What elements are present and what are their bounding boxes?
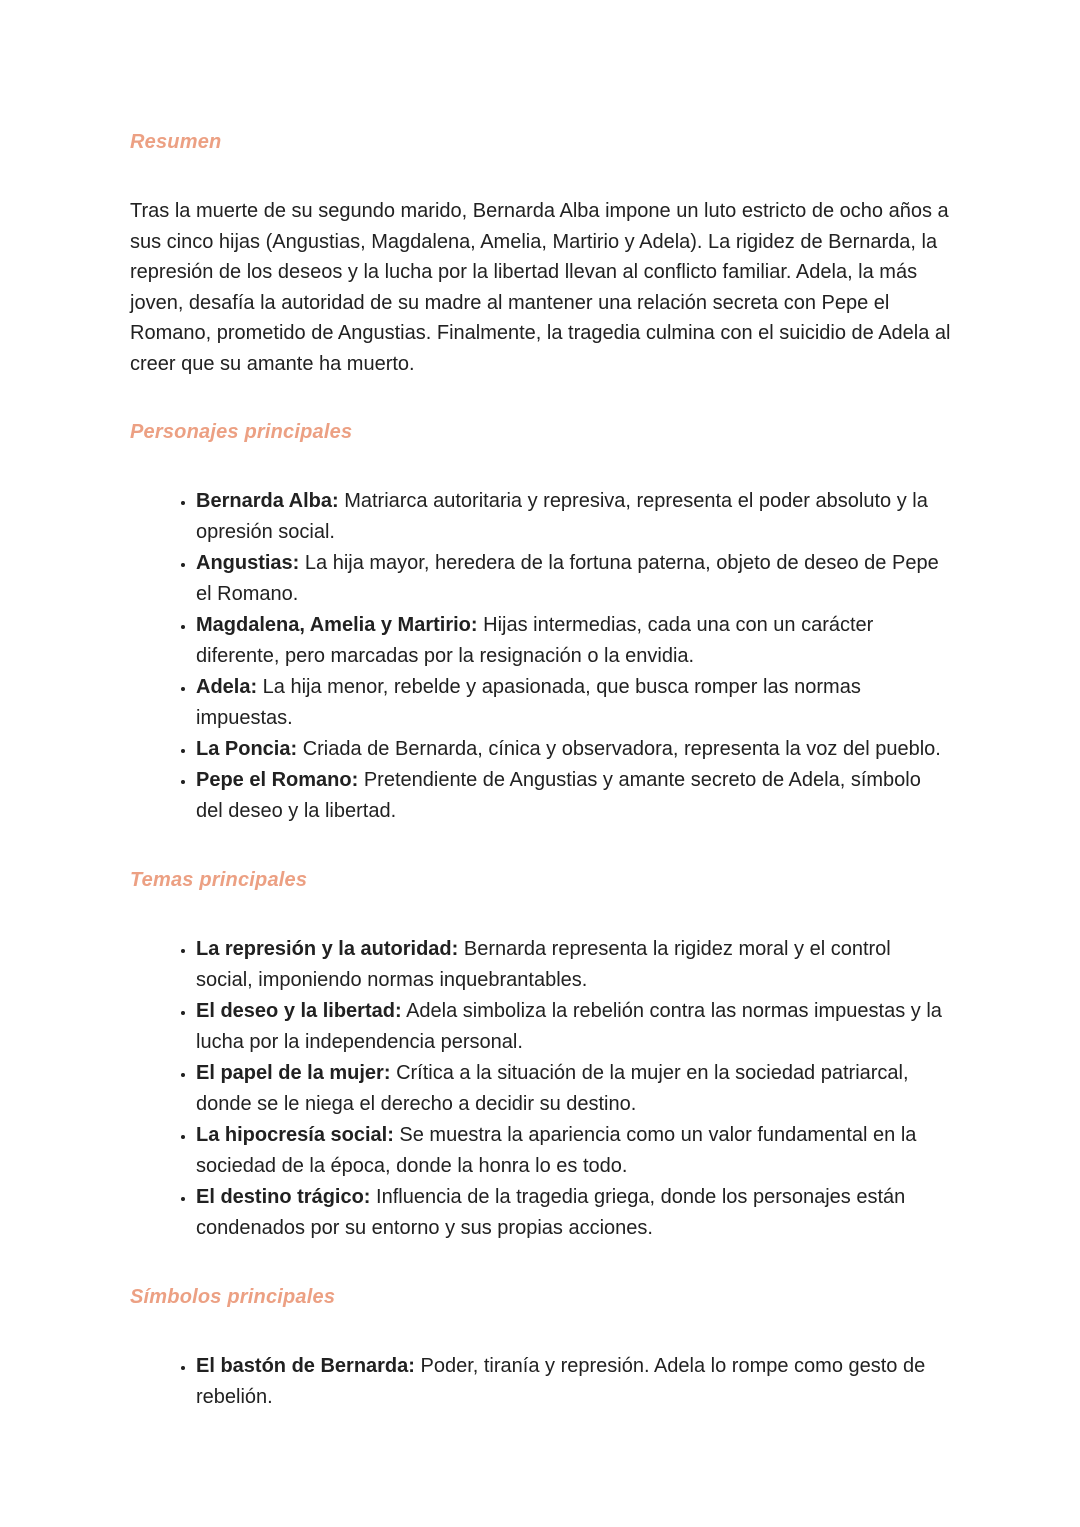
term-label: El deseo y la libertad: xyxy=(196,1000,402,1022)
term-label: Angustias: xyxy=(196,552,300,574)
themes-list xyxy=(130,934,952,1244)
term-description: Bernarda representa la rigidez moral y el control social, imponiendo normas inquebrantables. xyxy=(196,938,891,991)
term-label: Pepe el Romano: xyxy=(196,769,359,791)
term-label: El papel de la mujer: xyxy=(196,1062,391,1084)
term-label: Magdalena, Amelia y Martirio: xyxy=(196,614,478,636)
term-label: La hipocresía social: xyxy=(196,1124,394,1146)
list-item xyxy=(196,934,952,996)
list-item xyxy=(196,734,952,765)
term-label: Bernarda Alba: xyxy=(196,490,339,512)
section-personajes-principales xyxy=(130,421,952,827)
list-item xyxy=(196,486,952,548)
term-description: Matriarca autoritaria y represiva, representa el poder absoluto y la opresión social. xyxy=(196,490,928,543)
term-description: Crítica a la situación de la mujer en la sociedad patriarcal, donde se le niega el derecho a decidir su destino. xyxy=(196,1062,909,1115)
term-label: El destino trágico: xyxy=(196,1186,371,1208)
section-heading-personajes: Personajes principales xyxy=(130,421,353,443)
term-label: La Poncia: xyxy=(196,738,298,760)
section-temas-principales xyxy=(130,869,952,1244)
term-description: La hija mayor, heredera de la fortuna paterna, objeto de deseo de Pepe el Romano. xyxy=(196,552,939,605)
summary-paragraph: Tras la muerte de su segundo marido, Bernarda Alba impone un luto estricto de ocho años a sus cinco hijas (Angustias, Magdalena, Amelia, Martirio y Adela). La rigidez de Bernarda, la represión de los deseos y la lucha por la libertad llevan al conflicto familiar. Adela, la más joven, desafía la autoridad de su madre al mantener una relación secreta con Pepe el Romano, prometido de Angustias. Finalmente, la tragedia culmina con el suicidio de Adela al creer que su amante ha muerto. xyxy=(130,200,951,375)
characters-list xyxy=(130,486,952,827)
term-description: Influencia de la tragedia griega, donde los personajes están condenados por su entorno y sus propias acciones. xyxy=(196,1186,906,1239)
list-item xyxy=(196,1120,952,1182)
term-description: Criada de Bernarda, cínica y observadora, representa la voz del pueblo. xyxy=(297,738,941,760)
term-label: Adela: xyxy=(196,676,258,698)
section-resumen xyxy=(130,131,952,379)
section-heading-resumen: Resumen xyxy=(130,131,222,153)
symbols-list xyxy=(130,1351,952,1413)
list-item xyxy=(196,1351,952,1413)
list-item xyxy=(196,610,952,672)
section-heading-simbolos: Símbolos principales xyxy=(130,1286,336,1308)
term-label: La represión y la autoridad: xyxy=(196,938,459,960)
list-item xyxy=(196,1058,952,1120)
list-item xyxy=(196,548,952,610)
section-simbolos-principales xyxy=(130,1286,952,1413)
term-description: Se muestra la apariencia como un valor fundamental en la sociedad de la época, donde la honra lo es todo. xyxy=(196,1124,917,1177)
list-item xyxy=(196,765,952,827)
list-item xyxy=(196,672,952,734)
section-heading-temas: Temas principales xyxy=(130,869,308,891)
term-description: La hija menor, rebelde y apasionada, que busca romper las normas impuestas. xyxy=(196,676,861,729)
term-description: Pretendiente de Angustias y amante secreto de Adela, símbolo del deseo y la libertad. xyxy=(196,769,921,822)
term-description: Hijas intermedias, cada una con un carácter diferente, pero marcadas por la resignación o la envidia. xyxy=(196,614,874,667)
term-description: Adela simboliza la rebelión contra las normas impuestas y la lucha por la independencia personal. xyxy=(196,1000,942,1053)
list-item xyxy=(196,1182,952,1244)
term-description: Poder, tiranía y represión. Adela lo rompe como gesto de rebelión. xyxy=(196,1355,926,1408)
term-label: El bastón de Bernarda: xyxy=(196,1355,415,1377)
list-item xyxy=(196,996,952,1058)
